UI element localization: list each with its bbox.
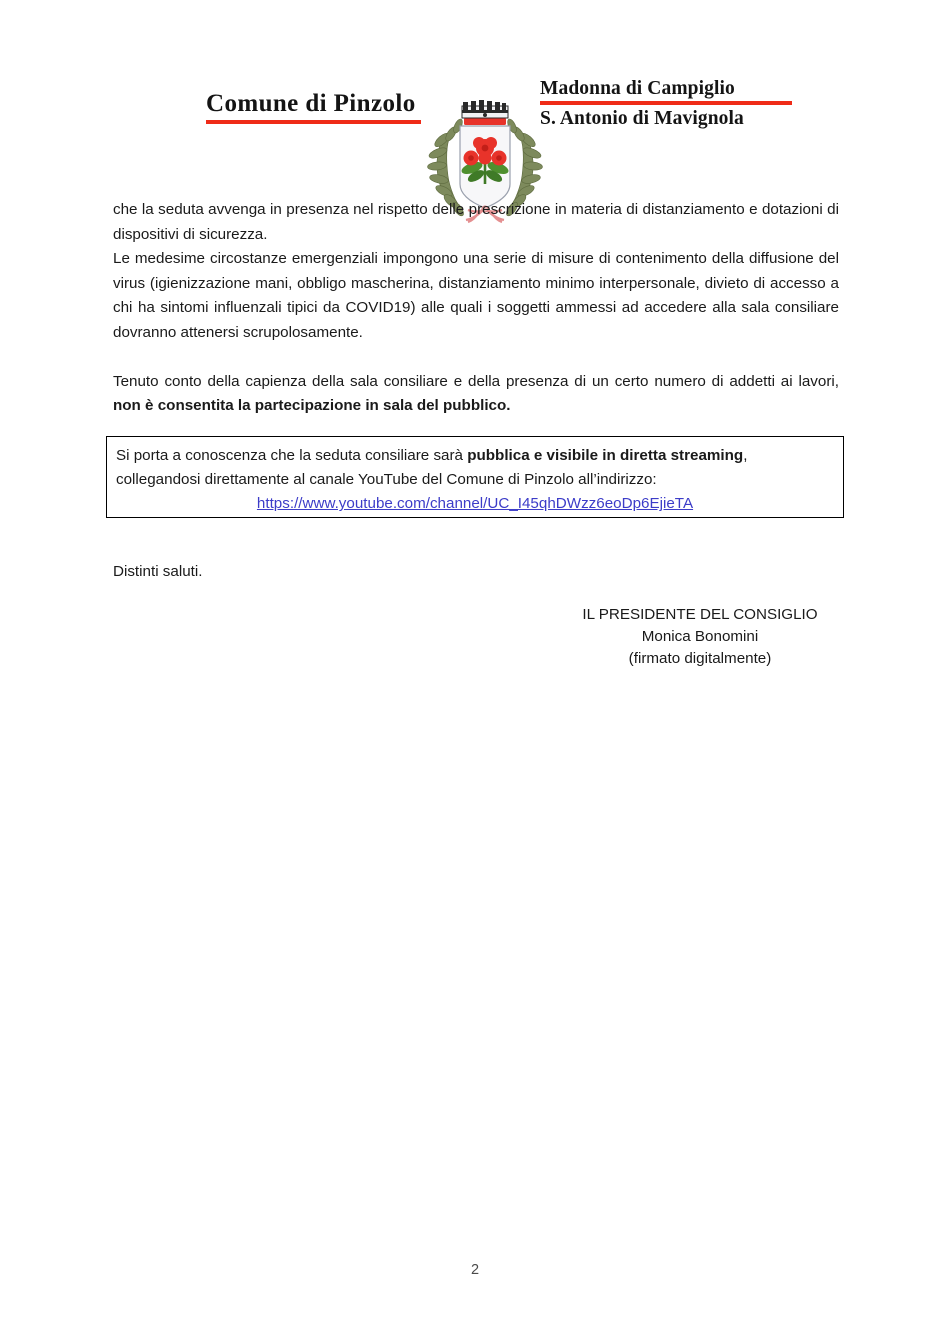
signature-role: IL PRESIDENTE DEL CONSIGLIO	[582, 606, 818, 623]
notice-line-2: collegandosi direttamente al canale YouTube del Comune di Pinzolo all’indirizzo:	[116, 471, 657, 489]
paragraph-misure-contenimento: Le medesime circostanze emergenziali impongono una serie di misure di contenimento della diffusione del virus (igienizzazione mani, obbligo mascherina, distanziamento minimo interpersonale, divieto di accesso a chi ha sintomi influenzali tipici da COVID19) alle quali i soggetti ammessi ad accedere alla sala consiliare dovranno attenersi scrupolosamente.	[113, 250, 839, 341]
closing-salutation: Distinti saluti.	[113, 563, 203, 580]
paragraph-capienza-bold: non è consentita la partecipazione in sala del pubblico.	[113, 397, 511, 415]
letterhead-left	[206, 90, 428, 124]
red-rule-left	[206, 120, 421, 124]
signature-name: Monica Bonomini	[641, 628, 759, 645]
red-rule-right	[540, 101, 792, 105]
frazione-madonna-di-campiglio: Madonna di Campiglio	[540, 78, 735, 99]
document-body	[113, 198, 839, 419]
notice-bold: pubblica e visibile in diretta streaming	[467, 447, 744, 464]
notice-prefix: Si porta a conoscenza che la seduta consiliare sarà	[116, 447, 468, 464]
youtube-channel-link[interactable]: https://www.youtube.com/channel/UC_I45qhDWzz6eoDp6EjieTA	[256, 495, 694, 513]
streaming-notice-box	[106, 436, 844, 518]
notice-url-line	[116, 492, 834, 516]
paragraph-capienza-sala	[113, 370, 839, 419]
signature-block	[560, 604, 840, 670]
notice-line-1	[116, 444, 834, 468]
page-number: 2	[470, 1262, 480, 1278]
municipality-name: Comune di Pinzolo	[206, 90, 416, 117]
letterhead	[0, 48, 950, 188]
frazione-s-antonio-di-mavignola: S. Antonio di Mavignola	[540, 108, 744, 129]
signature-note: (firmato digitalmente)	[628, 650, 772, 667]
notice-suffix: ,	[743, 447, 748, 464]
paragraph-distanziamento: che la seduta avvenga in presenza nel rispetto delle prescrizione in materia di distanziamento e dotazioni di dispositivi di sicurezza.	[113, 201, 839, 243]
page-footer	[0, 1262, 950, 1278]
paragraph-capienza-prefix: Tenuto conto della capienza della sala consiliare e della presenza di un certo numero di addetti ai lavori,	[113, 372, 839, 390]
letterhead-right	[540, 78, 810, 130]
paragraph-spacer	[113, 346, 839, 370]
